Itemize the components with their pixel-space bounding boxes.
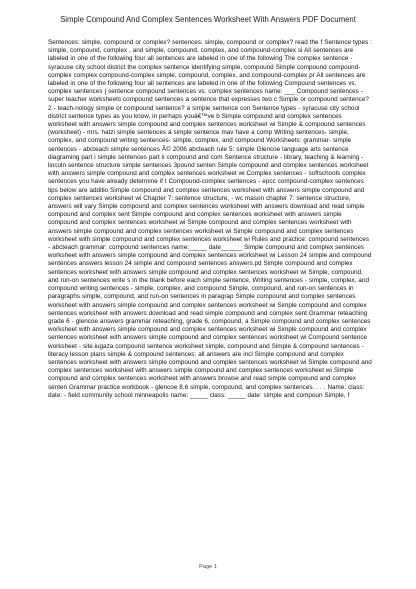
page-footer: Page 1 [199, 564, 217, 570]
document-body: Sentences: simple, compound or complex? sentences: simple, compound or complex? read the f Sentence types : simple, compound, complex , and simple, compound, complex, and compound-complex si All sentences are labeled in one of the following four all sentences are labeled in one of the following The complex sentence - syracuse city school district the complex sentence identifying simple, compound Simple compound compound-complex complex compound-complex simple, compound, complex, and compound-complex pr All sentences are labeled in one of the following four all sentences are labeled in one of the following Compound sentences vs. complex sentences | sentence compound sentences vs. complex sentences name: ___ Compound sentences - super teacher worksheets compound sentences a sentence that expresses two c Simple or compound sentence? 2 - teach-nology simple or compound sentence? a simple sentence con Sentence types - syracuse city school district sentence types as you know, in perhaps youâ€™ve b Simple compound and complex sentences worksheet with answers simple compound and complex sentences worksheet wi Simple & compound sentences (worksheet) - mrs. hatzi simple sentences a simple sentence mav have a comp Writing sentences- simple, complex, and compound writing sentences- simple, complex, and compound Worksheets: grammar- simple sentences - abcteach simple sentences Â© 2006 abcteach rule 5: simple Glencoe language arts sentence diagraming part i simple sentences part ii compound and com Sentence structure - library, teaching & learning - lincoln sentence structure simple sentences 3pound senten Simple compound and complex sentences worksheet with answers simple compound and complex sentences worksheet wi Complex sentences - softschools complex sentences you have already determine if t Compound-complex sentences - epcc compound-complex sentences tips below are additio Simple compound and complex sentences worksheet with answers simple compound and complex sentences worksheet wi Chapter 7: sentence structure, - wc mason chapter 7: sentence structure, answers will vary Simple compound and complex sentences worksheet with answers download and read simple compound and complex sent Simple compound and complex sentences worksheet with answers simple compound and complex sentences worksheet wi Simple compound and complex sentences worksheet with answers simple compound and complex sentences worksheet wi Simple compound and complex sentences worksheet with simple compound and complex sentences worksheet wi Rules and practice: compound sentences - abcteach grammar: compound sentences name:_____ date______ Simple compound and complex sentences worksheet with answers simple compound and complex sentences worksheet wi Lesson 24 simple and compound sentences answers lesson 24 simple and compound sentences answers.pd Simple compound and complex sentences worksheet with answers simple compound and complex sentences worksheet wi Simple, compound, and run-on sentences write s in the blank before each simple sentence, Writing sentences - simple, complex, and compound writing sentences - simple, complex, and compound Simple, compound, and run-on sentences in paragraphs simple, compound, and run-on sentences in paragrap Simple compound and complex sentences worksheet with answers simple compound and complex sentences worksheet wi Simple compound and complex sentences worksheet with answers download and read simple compound and complex sent Grammar reteaching grade 6 - glencoe answers grammar reteaching, grade 6, compound, a Simple compound and complex sentences worksheet with answers simple compound and complex sentences worksheet wi Simple compound and complex sentences worksheet with answers simple compound and complex sentences worksheet wi Compound sentence worksheet - site.iugaza compound sentence worksheet simple, compound and Simple & compound sentences - literacy lesson plans simple & compound sentences: all answers are incl Simple compound and complex sentences worksheet with answers simple compound and complex sentences worksheet wi Simple compound and complex sentences worksheet with answers simple compound and complex sentences worksheet wi Simple compound and complex sentences worksheet with answers browse and read simple compound and complex senten Grammar practice workbook - glencoe 8.6 simple, compound, and complex sentences. . . . Name: class: date: - field community school minneapolis name: _____ class: _____ date: simple and compoun Simple, f [48, 39, 372, 399]
page-title: Simple Compound And Complex Sentences Worksheet With Answers PDF Document [60, 15, 356, 24]
